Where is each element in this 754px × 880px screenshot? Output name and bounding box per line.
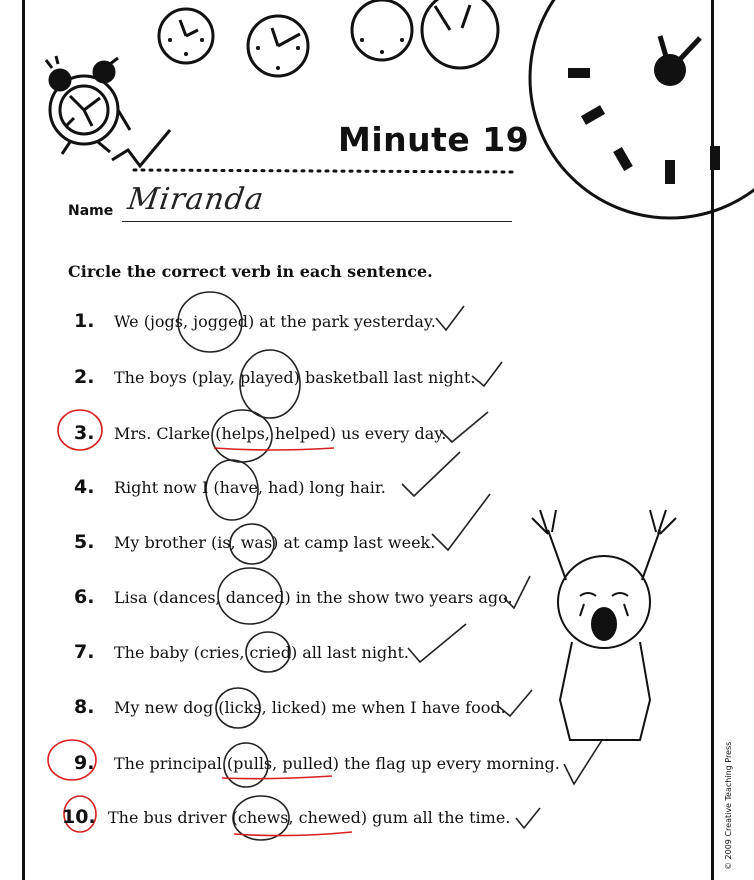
large-clock-icon bbox=[530, 0, 754, 218]
question-number: 10. bbox=[62, 806, 96, 828]
name-label: Name bbox=[68, 203, 114, 219]
question-text: The bus driver (chews, chewed) gum all the time. bbox=[108, 807, 511, 827]
question-text: We (jogs, jogged) at the park yesterday. bbox=[114, 311, 436, 331]
dotted-divider bbox=[134, 170, 512, 172]
question-text: My brother (is, was) at camp last week. bbox=[114, 532, 436, 552]
question-number: 7. bbox=[74, 641, 95, 663]
question-text: Lisa (dances, danced) in the show two years ago. bbox=[114, 587, 513, 607]
question-number: 3. bbox=[74, 422, 95, 444]
copyright-notice: © 2009 Creative Teaching Press bbox=[724, 741, 733, 870]
question-number: 8. bbox=[74, 696, 95, 718]
question-text: The principal (pulls, pulled) the flag up every morning. bbox=[114, 753, 560, 773]
alarm-clock-icon bbox=[46, 56, 130, 154]
student-name: Miranda bbox=[125, 182, 267, 217]
question-number: 4. bbox=[74, 476, 95, 498]
question-number: 5. bbox=[74, 531, 95, 553]
crying-baby-illustration bbox=[532, 510, 676, 740]
small-clock-icon bbox=[159, 0, 498, 76]
question-text: The baby (cries, cried) all last night. bbox=[114, 642, 409, 662]
question-number: 6. bbox=[74, 586, 95, 608]
question-number: 2. bbox=[74, 366, 95, 388]
question-text: Mrs. Clarke (helps, helped) us every day. bbox=[114, 423, 447, 443]
question-text: The boys (play, played) basketball last night. bbox=[114, 367, 476, 387]
page-title: Minute 19 bbox=[338, 120, 530, 159]
question-number: 1. bbox=[74, 310, 95, 332]
instructions: Circle the correct verb in each sentence. bbox=[68, 262, 433, 281]
swoosh-icon bbox=[112, 130, 170, 166]
question-number: 9. bbox=[74, 752, 95, 774]
question-text: Right now I (have, had) long hair. bbox=[114, 477, 386, 497]
question-text: My new dog (licks, licked) me when I have food. bbox=[114, 697, 506, 717]
name-line bbox=[122, 221, 512, 222]
